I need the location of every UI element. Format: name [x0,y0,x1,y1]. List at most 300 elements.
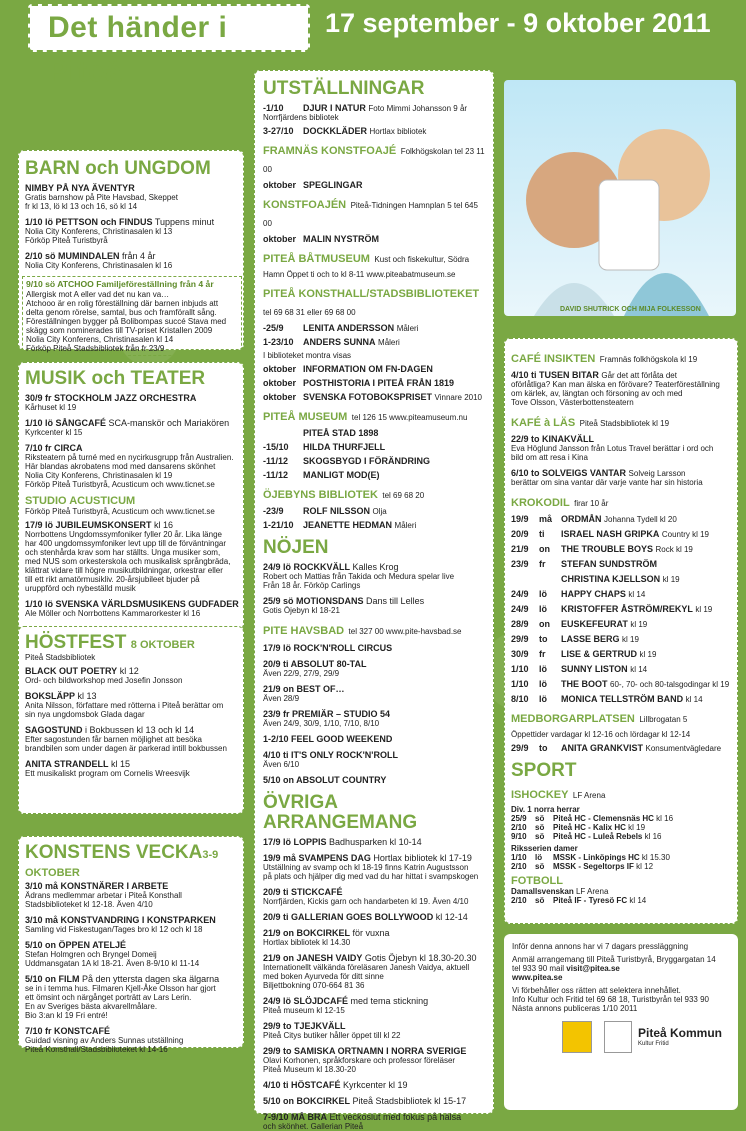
konsthall-date: oktober [263,364,297,374]
barn-item [25,251,239,270]
cafe-line: oförlåtliga? Kan man älska en förövare? Teaterföreställning [511,380,720,389]
havsbad-item [263,734,487,744]
fotboll-day: sö [535,896,545,905]
ovriga-suffix: Kyrkcenter kl 19 [343,1080,408,1090]
ovriga-line: Biljettbokning 070-664 81 36 [263,981,365,990]
hostfest-item [25,725,239,753]
batmuseum-title: PITEÅ BÅTMUSEUM [263,253,370,265]
konsthall-sub: Vinnare 2010 [434,393,482,402]
footer-l5: Info Kultur och Fritid tel 69 68 18, Turistbyrån tel 933 90 [512,995,709,1004]
konst-line: En av Sveriges bästa akvarellmålare. [25,1002,158,1011]
konst-line: Bio 3:an kl 19 Fri entré! [25,1011,108,1020]
ovriga-item [263,887,487,906]
konst-line: Stadsbiblioteket kl 12-18. Även 4/10 [25,900,153,909]
havsbad-head [263,659,487,669]
footer-l1: Inför denna annons har vi 7 dagars pressläggning [512,942,689,951]
page-title: Det händer i Piteå [48,11,228,88]
krokodil-sub: Country kl 19 [661,530,710,539]
havsbad-item [263,684,487,703]
musik-item [25,418,239,437]
krokodil-day: lö [539,664,547,674]
barn-item [25,217,239,245]
konst-line: Piteå Konsthall/Stadsbiblioteket kl 14-16 [25,1045,168,1054]
krokodil-day: to [539,634,548,644]
batmuseum-line: Hamn Öppet ti och to kl 8-11 www.piteabatmuseum.se [263,270,456,279]
atchoo-line: Föreställningen bygger på Bolibompas succé Stava med [26,317,227,326]
ovriga-suffix: Hortlax bibliotek kl 17-19 [373,853,472,863]
footer-card [504,934,738,1110]
krokodil-sub: kl 14 [628,590,646,599]
batmuseum-header [263,249,487,267]
kafe-line: berättar om sina vantar där varje vante har sin historia [511,478,703,487]
krokodil-day: må [539,514,553,524]
ovriga-item [263,1046,487,1074]
krokodil-title: STEFAN SUNDSTRÖM [561,559,658,569]
ovriga-item [263,996,487,1015]
musik-line: Nolia City Konferens, Christinasalen kl 19 [25,471,173,480]
ovriga-head-text: 20/9 ti GALLERIAN GOES BOLLYWOOD [263,912,434,922]
museum-row [263,470,487,480]
musik-card [18,362,244,630]
krokodil-sub: kl 14 [630,665,648,674]
krokodil-row [511,559,731,569]
havsbad-head-text: 23/9 fr PREMIÄR – STUDIO 54 [263,709,391,719]
museum-header [263,407,487,425]
framnas-header [263,141,487,177]
krokodil-row [511,514,731,524]
konst-head [25,1026,239,1036]
studio-line: med NUS som orkesterskola och musikalisk språngbräda, [25,557,231,566]
studio-title: STUDIO ACUSTICUM [25,495,136,507]
museum-row [263,428,487,438]
havsbad-head-text: 17/9 lö ROCK'N'ROLL CIRCUS [263,643,393,653]
krokodil-row [511,649,731,659]
krokodil-date: 24/9 [511,604,529,614]
museum-row [263,456,487,466]
kafe-title: KAFÉ à LÄS [511,417,576,429]
kafe-sub: Piteå Stadsbibliotek kl 19 [579,419,670,428]
museum-date: -15/10 [263,442,289,452]
nojen-head [263,596,487,606]
ovriga-line: Norrfjärden, Kickis garn och handarbeten kl 19. Även 4/10 [263,897,469,906]
hostfest-suffix: kl 15 [111,759,131,769]
barn-card [18,150,244,353]
hockey-time: kl 16 [656,814,674,823]
krokodil-date: 29/9 [511,634,529,644]
havsbad-item [263,709,487,728]
utst-title: DOCKKLÄDER [303,126,367,136]
musik-head-text: 30/9 fr STOCKHOLM JAZZ ORCHESTRA [25,393,197,403]
krokodil-row [511,529,731,539]
framnas-date: oktober [263,180,297,190]
konst-card [18,836,244,1054]
konst-line: se in i temma hus. Filmaren Kjell-Åke Olsson har gjort [25,984,216,993]
studio-line: har 400 ungdomssymfoniker levt upp till de förväntningar [25,539,226,548]
barn-suffix: från 4 år [122,251,156,261]
krokodil-title: THE BOOT [561,679,608,689]
konsthall-date: -25/9 [263,323,284,333]
utst-date: 3-27/10 [263,126,294,136]
medborgar-row [511,743,731,753]
konstfoajen-sub: Piteå-Tidningen Hamnplan 5 tel 645 00 [263,201,478,228]
nojen-item [263,562,487,590]
havsbad-sub: tel 327 00 www.pite-havsbad.se [348,627,462,636]
krokodil-date: 1/10 [511,679,529,689]
havsbad-line: Även 28/9 [263,694,300,703]
krokodil-date: 8/10 [511,694,529,704]
kafe-line: bild om att resa i Kina [511,453,588,462]
konst-head-text: 5/10 on FILM [25,974,80,984]
riks-date: 1/10 [511,853,527,862]
konsthall-date: oktober [263,392,297,402]
musik-suffix: SCA-manskör och Mariakören [108,418,230,428]
krokodil-title: LASSE BERG [561,634,620,644]
atchoo-line: Nolia City Konferens, Christinasalen kl 14 [26,335,174,344]
konsthall-row [263,378,487,388]
musik-line: Riksteatern på turné med en nycirkusgrupp från Australien. [25,453,234,462]
photo-credit: DAVID SHUTRICK OCH MIJA FOLKESSON [560,306,701,313]
studio-line: uruppförd och nybeställd musik [25,584,136,593]
hockey-time: kl 19 [628,823,646,832]
barn-head-text: 1/10 lö PETTSON och FINDUS [25,217,153,227]
musik-line: Kyrkcenter kl 15 [25,428,83,437]
hostfest-item [25,759,239,778]
konsthall-date: 1-23/10 [263,337,294,347]
krokodil-day: fr [539,559,546,569]
nojen-suffix: Dans till Lelles [366,596,425,606]
nojen-line: Från 18 år. Förköp Carlings [263,581,361,590]
musik-head-text: 7/10 fr CIRCA [25,443,83,453]
konst-line: Ädrans medlemmar arbetar i Piteå Konsthall [25,891,182,900]
ovriga-head [263,853,487,863]
konsthall-sub: tel 69 68 31 eller 69 68 00 [263,308,356,317]
krokodil-title: EUSKEFEURAT [561,619,628,629]
ovriga-head-text: 20/9 ti STICKCAFÉ [263,887,343,897]
ovriga-item [263,853,487,881]
ojebyn-sub: Olja [372,507,387,516]
barn-head [25,217,239,227]
medborgar-header [511,709,731,727]
konst-item [25,881,239,909]
konst-head [25,915,239,925]
atchoo-line: Allergisk mot A eller vad det nu kan va… [26,290,170,299]
havsbad-head [263,709,487,719]
barn-title: BARN och UNGDOM [25,158,211,179]
museum-title: PITEÅ STAD 1898 [303,428,379,438]
framnas-title: SPEGLINGAR [303,180,363,190]
kafe-line: Eva Höglund Jansson från Lotus Travel berättar i ord och [511,444,714,453]
krokodil-date: 21/9 [511,544,529,554]
havsbad-head-text: 4/10 ti IT'S ONLY ROCK'N'ROLL [263,750,398,760]
footer-l3: tel 933 90 mail [512,964,565,973]
ovriga-head [263,1096,487,1106]
pitea-kommun-logo-icon [604,1021,632,1053]
kommun-sub: Kultur Fritid [638,1040,669,1047]
hostfest-sub: Piteå Stadsbibliotek [25,653,96,662]
framnas-row [263,180,487,190]
kafe-item [511,468,731,487]
ovriga-head [263,1046,487,1056]
ojebyn-date: 1-21/10 [263,520,294,530]
ovriga-suffix: med tema stickning [350,996,429,1006]
ovriga-line: Piteå museum kl 12-15 [263,1006,345,1015]
musik-head [25,418,239,428]
footer-mail[interactable]: visit@pitea.se [566,964,620,973]
konsthall-title: INFORMATION OM FN-DAGEN [303,364,433,374]
museum-title: HILDA THURFJELL [303,442,386,452]
ovriga-head-text: 29/9 to TJEJKVÄLL [263,1021,346,1031]
ovriga-line: Piteå Citys butiker håller öppet till kl 22 [263,1031,401,1040]
riks-day: sö [535,862,545,871]
hostfest-head [25,666,239,676]
hostfest-line: Efter sagostunden får barnen möjlighet att besöka [25,735,202,744]
header [0,0,746,88]
krokodil-day: lö [539,604,547,614]
hostfest-date: 8 OKTOBER [130,639,195,651]
footer-l2: Anmäl arrangemang till Piteå Turistbyrå, Bryggargatan 14 [512,955,716,964]
krokodil-day: on [539,619,550,629]
hockey-date: 2/10 [511,823,527,832]
ovriga-head [263,1080,487,1090]
footer-l6: Nästa annons publiceras 1/10 2011 [512,1004,638,1013]
krokodil-row [511,694,731,704]
hostfest-head-text: SAGOSTUND [25,725,83,735]
konst-head [25,974,239,984]
musik-line: Kårhuset kl 19 [25,403,77,412]
ovriga-item [263,912,487,922]
utst-sub: Hortlax bibliotek [369,127,427,136]
hockey-match: Piteå HC - Kalix HC [553,823,626,832]
krokodil-day: lö [539,589,547,599]
medborgar-sub: Lillbrogatan 5 [639,715,688,724]
havsbad-item [263,659,487,678]
barn-line: Nolia City Konferens, Christinasalen kl 13 [25,227,173,236]
krokodil-row [511,679,731,689]
konstfoajen-date: oktober [263,234,297,244]
ojebyn-date: -23/9 [263,506,284,516]
studio-line: och stenhårda krav som har ställts. Unga musiker som, [25,548,221,557]
hostfest-head [25,759,239,769]
ovriga-suffix: Piteå Stadsbibliotek kl 15-17 [352,1096,467,1106]
krokodil-sub: kl 19 [639,650,657,659]
utst-sub: Foto Mimmi Johansson 9 år [368,104,468,113]
krokodil-sub: kl 14 [685,695,703,704]
medborgar-day: to [539,743,548,753]
havsbad-title: PITE HAVSBAD [263,625,345,637]
ovriga-head [263,928,487,938]
cafe-title: CAFÉ INSIKTEN [511,353,596,365]
krokodil-title: LISE & GERTRUD [561,649,638,659]
konst-item [25,940,239,968]
ojebyn-title: ÖJEBYNS BIBLIOTEK [263,489,378,501]
ovriga-item [263,953,487,990]
atchoo-line: Förköp Piteå Stadsbibliotek från fr 23/9 [26,344,165,353]
hockey-row [511,814,731,823]
nojen-item [263,596,487,615]
riks-row [511,862,731,871]
studio-line: Ale Möller och Norrbottens Kammarorkester kl 16 [25,609,201,618]
hockey-day: sö [535,814,545,823]
turistbyra-logo-icon [562,1021,592,1053]
nojen-head-text: 25/9 sö MOTIONSDANS [263,596,364,606]
div-title: Div. 1 norra herrar [511,805,580,814]
kafe-head-text: 6/10 to SOLVEIGS VANTAR [511,468,627,478]
krokodil-row [511,574,731,584]
right-card [504,338,738,924]
konstfoajen-header [263,195,487,231]
ojebyn-header [263,485,487,503]
konstfoajen-title: KONSTFOAJÉN [263,199,347,211]
konst-head [25,940,239,950]
krokodil-sub: Rock kl 19 [655,545,693,554]
cafe-head [511,370,731,380]
krokodil-title: ISRAEL NASH GRIPKA [561,529,660,539]
krokodil-day: ti [539,529,545,539]
cafe-line: Tove Olsson, Västerbottensteatern [511,398,634,407]
studio-item [25,520,239,593]
studio-suffix: kl 16 [154,520,174,530]
hostfest-item [25,691,239,719]
atchoo-line: Atchooo är en rolig föreställning där barnen inbjuds att [26,299,219,308]
fotboll-date: 2/10 [511,896,527,905]
musik-item [25,443,239,489]
ovriga-line: Internationellt välkända föreläsaren Janesh Vaidya, aktuell [263,963,470,972]
hostfest-title: HÖSTFEST [25,632,127,653]
krokodil-day: lö [539,679,547,689]
ovriga-suffix: kl 12-14 [435,912,468,922]
white-cutout [599,180,659,270]
footer-web[interactable]: www.pitea.se [512,973,563,982]
hostfest-suffix: i Bokbussen kl 13 och kl 14 [85,725,195,735]
medborgar-line: Öppettider vardagar kl 12-16 och lördagar kl 12-14 [511,730,691,739]
ovriga-item [263,1080,487,1090]
havsbad-line: Även 24/9, 30/9, 1/10, 7/10, 8/10 [263,719,380,728]
riks-match: MSSK - Segeltorps IF [553,862,634,871]
musik-head [25,393,239,403]
utst-title: DJUR I NATUR [303,103,366,113]
ovriga-title: ÖVRIGA ARRANGEMANG [263,792,418,833]
cafe-header [511,349,731,367]
studio-sub: Förköp Piteå Turistbyrå, Acusticum och www.ticnet.se [25,507,215,516]
konst-line: Uddmansgatan 1A kl 18-21. Även 8-9/10 kl 11-14 [25,959,200,968]
konsthall-sub: Måleri [396,324,419,333]
konst-head-text: 3/10 må KONSTNÄRER I ARBETE [25,881,169,891]
ovriga-line: och skönhet. Gallerian Piteå [263,1122,364,1131]
hostfest-suffix: kl 12 [119,666,139,676]
hostfest-line: sin nya ungdomsbok Glada dagar [25,710,145,719]
riks-match: MSSK - Linköpings HC [553,853,640,862]
cafe-suffix: Går det att förlåta det [601,371,677,380]
krokodil-date: 30/9 [511,649,529,659]
ovriga-line: Olavi Korhonen, språkforskare och professor föreläser [263,1056,456,1065]
krokodil-date: 19/9 [511,514,529,524]
krokodil-sub: kl 19 [622,635,639,644]
riks-time: kl 12 [636,862,654,871]
ovriga-head-text: 5/10 on BOKCIRKEL [263,1096,351,1106]
barn-head [25,251,239,261]
ovriga-head-text: 21/9 on BOKCIRKEL [263,928,351,938]
hostfest-line: Anita Nilsson, författare med rötterna i Piteå berättar om [25,701,224,710]
havsbad-head [263,643,487,653]
krokodil-date: 28/9 [511,619,529,629]
ovriga-item [263,1112,487,1131]
atchoo-line: skägg som nominerades till TV-priset Kristallen 2009 [26,326,213,335]
musik-title: MUSIK och TEATER [25,368,206,389]
barn-head-text: NIMBY PÅ NYA ÄVENTYR [25,183,135,193]
barn-item [25,183,239,211]
krokodil-sub: Johanna Tydell kl 20 [604,515,677,524]
photo [504,80,736,316]
konst-title: KONSTENS VECKA [25,842,203,863]
konst-head [25,881,239,891]
fotboll-row [511,896,731,905]
fotboll-time: kl 14 [629,896,647,905]
utst-title: UTSTÄLLNINGAR [263,78,425,99]
studio-head-text: 17/9 lö JUBILEUMSKONSERT [25,520,152,530]
konst-line: Samling vid Fiskestugan/Tages bro kl 12 och kl 18 [25,925,203,934]
kafe-item [511,434,731,462]
ojebyn-row [263,520,487,530]
ovriga-head [263,912,487,922]
riks-title: Riksserien damer [511,844,578,853]
footer-l4: Vi förbehåller oss rätten att selektera innehållet. [512,986,681,995]
ovriga-head [263,953,487,963]
musik-line: Förköp Piteå Turistbyrå, Acusticum och www.ticnet.se [25,480,215,489]
hockey-day: sö [535,832,545,841]
krokodil-day: on [539,544,550,554]
krokodil-row [511,589,731,599]
krokodil-date: 20/9 [511,529,529,539]
krokodil-title: CHRISTINA KJELLSON [561,574,661,584]
krokodil-sub: kl 19 [662,575,680,584]
cafe-item [511,370,731,407]
havsbad-head-text: 5/10 on ABSOLUT COUNTRY [263,775,387,785]
ojebyn-title: JEANETTE HEDMAN [303,520,393,530]
ovriga-head-text: 4/10 ti HÖSTCAFÉ [263,1080,341,1090]
havsbad-head [263,734,487,744]
fotboll-sub2: LF Arena [575,887,609,896]
hostfest-suffix: kl 13 [77,691,97,701]
konst-head-text: 7/10 fr KONSTCAFÉ [25,1026,111,1036]
krokodil-day: lö [539,694,547,704]
konst-item [25,974,239,1020]
konst-date: 3-9 OKTOBER [25,849,219,879]
konst-line: Stefan Holmgren och Bryngel Domeij [25,950,157,959]
riks-date: 2/10 [511,862,527,871]
ovriga-suffix: för vuxna [352,928,390,938]
ovriga-head [263,1021,487,1031]
hockey-date: 9/10 [511,832,527,841]
havsbad-line: Även 6/10 [263,760,300,769]
hockey-row [511,823,731,832]
hostfest-head-text: BLACK OUT POETRY [25,666,118,676]
havsbad-head-text: 21/9 on BEST OF… [263,684,345,694]
krokodil-sub: 60-, 70- och 80-talsgodingar kl 19 [610,680,730,689]
medborgar-sub: Konsumentvägledare [645,744,722,753]
nojen-suffix: Kalles Krog [352,562,399,572]
title-box [28,4,310,88]
krokodil-title: KRISTOFFER ÅSTRÖM/REKYL [561,604,693,614]
krokodil-sub: kl 19 [630,620,648,629]
konsthall-title: ANDERS SUNNA [303,337,376,347]
ovriga-head-text: 19/9 må SVAMPENS DAG [263,853,371,863]
ovriga-line: med boken Ayurveda för ditt sinne [263,972,384,981]
konstfoajen-row [263,234,487,244]
krokodil-date: 24/9 [511,589,529,599]
havsbad-item [263,775,487,785]
barn-line: Gratis barnshow på Pite Havsbad, Skeppet [25,193,178,202]
riks-row [511,853,731,862]
